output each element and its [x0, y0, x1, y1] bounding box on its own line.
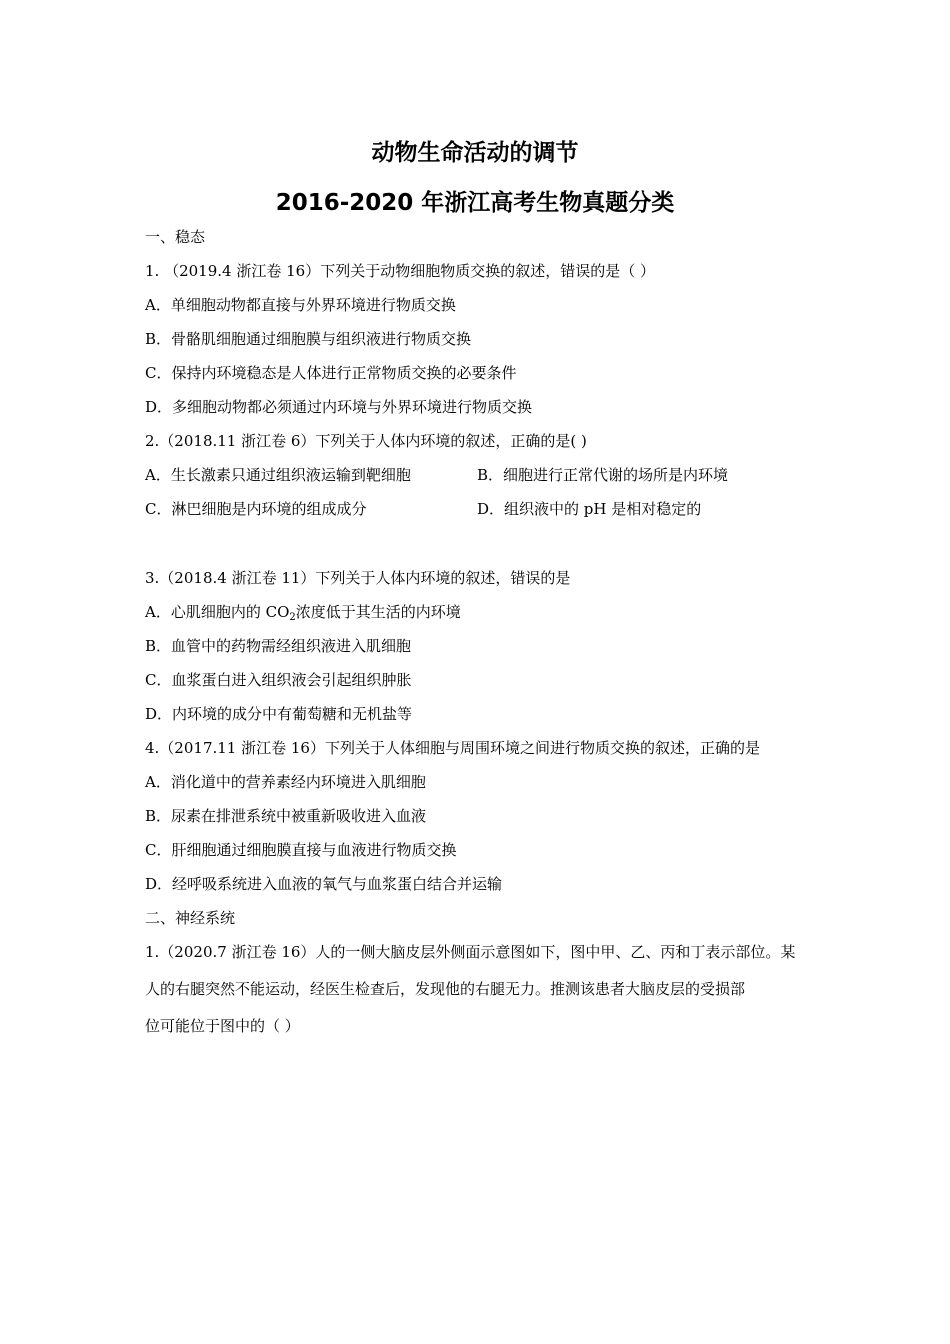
question-2-stem: 2.（2018.11 浙江卷 6）下列关于人体内环境的叙述，正确的是( )	[145, 432, 587, 450]
nervous-question-1-line-2: 人的右腿突然不能运动，经医生检查后，发现他的右腿无力。推测该患者大脑皮层的受损部	[145, 980, 746, 998]
page-title: 动物生命活动的调节	[371, 140, 579, 166]
section-heading-nervous-system: 二、神经系统	[145, 909, 236, 927]
nervous-question-1-line-1: 1.（2020.7 浙江卷 16）人的一侧大脑皮层外侧面示意图如下，图中甲、乙、丙和丁表示部位。某	[145, 943, 796, 961]
question-3-option-c: C．血浆蛋白进入组织液会引起组织肿胀	[145, 671, 412, 689]
page-subtitle: 2016-2020 年浙江高考生物真题分类	[275, 190, 675, 216]
question-2-option-a: A．生长激素只通过组织液运输到靶细胞	[145, 466, 411, 484]
question-1-option-b: B．骨骼肌细胞通过细胞膜与组织液进行物质交换	[145, 330, 472, 348]
question-2-option-d: D．组织液中的 pH 是相对稳定的	[477, 500, 702, 518]
question-4-option-c: C．肝细胞通过细胞膜直接与血液进行物质交换	[145, 841, 457, 859]
question-4-option-d: D．经呼吸系统进入血液的氧气与血浆蛋白结合并运输	[145, 875, 503, 893]
question-4-option-a: A．消化道中的营养素经内环境进入肌细胞	[145, 773, 426, 791]
question-3-option-d: D．内环境的成分中有葡萄糖和无机盐等	[145, 705, 413, 723]
question-1-option-d: D．多细胞动物都必须通过内环境与外界环境进行物质交换	[145, 398, 533, 416]
question-1-stem: 1. （2019.4 浙江卷 16）下列关于动物细胞物质交换的叙述，错误的是（ ）	[145, 262, 655, 280]
question-4-option-b: B．尿素在排泄系统中被重新吸收进入血液	[145, 807, 427, 825]
question-4-stem: 4.（2017.11 浙江卷 16）下列关于人体细胞与周围环境之间进行物质交换的叙述，正确的是	[145, 739, 760, 757]
question-3-option-a-post: 浓度低于其生活的内环境	[295, 603, 461, 621]
question-3-stem: 3.（2018.4 浙江卷 11）下列关于人体内环境的叙述，错误的是	[145, 569, 571, 587]
question-1-option-a: A．单细胞动物都直接与外界环境进行物质交换	[145, 296, 456, 314]
co2-subscript: 2	[289, 612, 296, 623]
question-1-option-c: C．保持内环境稳态是人体进行正常物质交换的必要条件	[145, 364, 517, 382]
question-3-option-a-pre: A．心肌细胞内的 CO	[145, 603, 290, 621]
question-3-option-a	[145, 602, 461, 622]
question-3-option-b: B．血管中的药物需经组织液进入肌细胞	[145, 637, 412, 655]
question-2-option-c: C．淋巴细胞是内环境的组成成分	[145, 500, 367, 518]
question-2-option-b: B．细胞进行正常代谢的场所是内环境	[477, 466, 729, 484]
nervous-question-1-line-3: 位可能位于图中的（ ）	[145, 1017, 300, 1035]
section-heading-homeostasis: 一、稳态	[145, 228, 206, 246]
